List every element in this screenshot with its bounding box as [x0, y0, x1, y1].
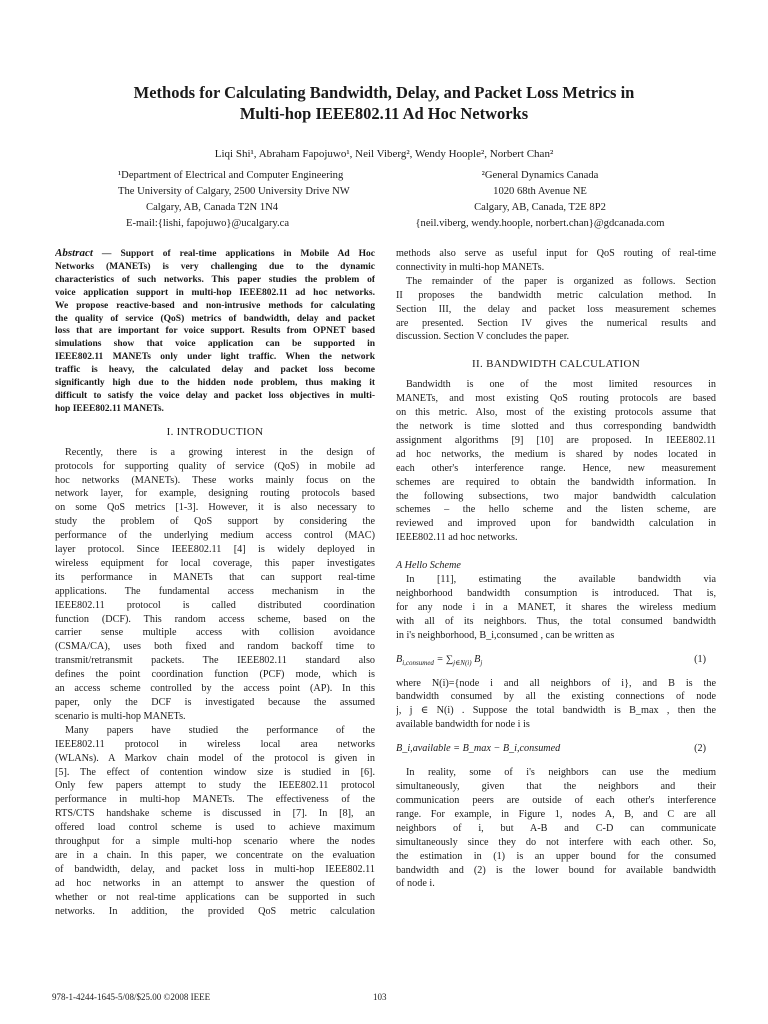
- text-line: difficult to satisfy the voice delay and packet loss objectives in multi-: [55, 390, 375, 401]
- text-line: carrier sense multiple access with collision avoidance: [55, 627, 375, 639]
- text-line: range. For example, in Figure 1, nodes A, B, and C are all: [396, 808, 716, 820]
- text-line: simultaneously, given that the neighbors and their: [396, 781, 716, 793]
- text-line: bandwidth consumed by all the existing connections of node: [396, 691, 716, 703]
- equation-2-expression: B_i,available = B_max − B_i,consumed: [396, 743, 561, 755]
- text-line: IEEE802.11 ad hoc networks.: [396, 532, 518, 544]
- text-line: layer protocol. Since IEEE802.11 [4] is widely deployed in: [55, 544, 375, 556]
- text-line: Bandwidth is one of the most limited resources in: [406, 379, 716, 391]
- affiliation-right: [370, 168, 710, 232]
- text-line: available bandwidth for node i is: [396, 719, 530, 731]
- bandwidth-paragraph: [396, 378, 716, 545]
- eq1-sum-sub: j∈N(i): [453, 658, 472, 667]
- text-line: Many papers have studied the performance of the: [65, 724, 375, 736]
- text-line: the network is time slotted and thus corresponding bandwidth: [396, 420, 716, 432]
- affil-line: The University of Calgary, 2500 University Drive NW: [118, 186, 350, 197]
- reality-paragraph: [396, 766, 716, 891]
- page-number: 103: [373, 992, 387, 1002]
- eq1-lhs-sub: i,consumed: [402, 658, 434, 667]
- abstract-first-line: [55, 247, 375, 261]
- text-line: the estimation in (1) is an upper bound for the consumed: [396, 850, 716, 862]
- text-line: on this metric. Also, most of the existing protocols assume that: [396, 407, 716, 419]
- text-line: applications. The fundamental access mechanism in the: [55, 585, 375, 597]
- title-line-1: Methods for Calculating Bandwidth, Delay, and Packet Loss Metrics in: [133, 83, 635, 102]
- text-line: We propose reactive-based and non-intrusive methods for calculating: [55, 300, 375, 311]
- author-list: Liqi Shi¹, Abraham Fapojuwo¹, Neil Viberg², Wendy Hoople², Norbert Chan²: [214, 148, 554, 160]
- text-line: scenario is multi-hop MANETs.: [55, 710, 186, 722]
- text-line: are presented. Section IV gives the numerical results and: [396, 317, 716, 329]
- text-line: protocols for supporting quality of service (QoS) in mobile ad: [55, 460, 375, 472]
- text-line: reviewed and improved upon for bandwidth calculation in: [396, 518, 716, 530]
- abstract: [55, 247, 375, 416]
- text-line: IEEE802.11 protocol is called distributed coordination: [55, 599, 375, 611]
- equation-1-expression: [396, 653, 482, 671]
- text-line: paper, only the DCF is investigated because the assumed: [55, 697, 375, 708]
- text-line: communication peers are outside of each other's interference: [396, 795, 716, 806]
- text-line: of node i.: [396, 878, 435, 890]
- text-line: its performance in MANETs that can support real-time: [55, 571, 375, 583]
- text-line: Only few papers attempt to study the IEEE802.11 protocol: [55, 780, 375, 792]
- text-line: The remainder of the paper is organized as follows. Section: [406, 275, 716, 287]
- affil-line: Calgary, AB, Canada, T2E 8P2: [474, 202, 606, 213]
- text-line: [5]. The effect of contention window size is studied in [6].: [55, 766, 375, 778]
- equation-2-number: (2): [694, 743, 706, 755]
- text-line: with all of its neighbors. Thus, the total consumed bandwidth: [396, 615, 716, 627]
- text-line: methods also serve as useful input for QoS routing of real-time: [396, 248, 716, 259]
- text-line: hoc networks (MANETs). These works mainly focus on the: [55, 474, 375, 486]
- affil-line: E-mail:{lishi, fapojuwo}@ucalgary.ca: [126, 218, 290, 229]
- text-line: an access scheme controlled by the access point (AP). In this: [55, 683, 375, 695]
- eq1-rhs-sub: j: [480, 658, 483, 667]
- paper-title: [30, 82, 738, 124]
- text-line: simultaneously since they do not interfere with each other. So,: [396, 836, 716, 848]
- text-line: schemes – the hello scheme and the listen scheme, are: [396, 504, 716, 516]
- text-line: In [11], estimating the available bandwidth via: [406, 574, 716, 586]
- affil-line: ²General Dynamics Canada: [481, 170, 599, 181]
- text-line: II proposes the bandwidth metric calculation method. In: [396, 289, 716, 301]
- section-heading-introduction: I. INTRODUCTION: [166, 425, 264, 438]
- affil-line: {neil.viberg, wendy.hoople, norbert.chan}@gdcanada.com: [415, 218, 665, 229]
- affil-line: 1020 68th Avenue NE: [493, 186, 587, 197]
- text-line: neighborhood bandwidth consumption is introduced. That is,: [396, 587, 716, 599]
- footer-copyright: 978-1-4244-1645-5/08/$25.00 ©2008 IEEE: [52, 992, 211, 1002]
- text-line: performance in multi-hop MANETs. The effectiveness of the: [55, 794, 375, 806]
- text-line: traffic is heavy, the calculated delay and packet loss become: [55, 365, 375, 376]
- text-line: voice application support in multi-hop IEEE802.11 ad hoc networks.: [55, 287, 375, 298]
- left-column: [55, 247, 375, 919]
- text-line: networks. In addition, the provided QoS metric calculation: [55, 905, 375, 917]
- text-line: throughput for a simple multi-hop scenario where the nodes: [55, 836, 375, 848]
- text-line: each other's interference range. Hence, new measurement: [396, 462, 716, 474]
- text-line: assignment algorithms [9] [10] are proposed. In IEEE802.11: [396, 434, 716, 446]
- text-line: RTS/CTS handshake scheme is discussed in [7]. In [8], an: [55, 808, 375, 820]
- text-line: for any node i in a MANET, it shares the wireless medium: [396, 601, 716, 613]
- continued-paragraph: [396, 247, 716, 275]
- text-line: offered load control scheme is used to achieve maximum: [55, 822, 375, 834]
- affil-line: Calgary, AB, Canada T2N 1N4: [146, 202, 279, 213]
- text-line: discussion. Section V concludes the paper.: [396, 331, 570, 343]
- text-line: bandwidth and (2) is the lower bound for available bandwidth: [396, 864, 716, 876]
- text-line: on some QoS metrics [1-3]. However, it is also necessary to: [55, 502, 375, 514]
- text-line: network layer, for example, designing routing protocols based: [55, 488, 375, 500]
- intro-paragraph-2: [55, 724, 375, 919]
- equation-1: [396, 647, 716, 673]
- text-line: Section III, the delay and packet loss measurement schemes: [396, 303, 716, 315]
- where-paragraph: [396, 677, 716, 733]
- text-line: function (DCF). This random access scheme, based on the: [55, 613, 375, 625]
- subsection-hello-scheme: A Hello Scheme: [396, 560, 461, 572]
- abstract-body: [55, 261, 375, 416]
- text-line: neighbors of i, but A-B and C-D can communicate: [396, 822, 716, 834]
- text-line: the following subsections, two major bandwidth calculation: [396, 490, 716, 502]
- text-line: schemes are required to obtain the bandwidth information. In: [396, 476, 716, 488]
- text-line: connectivity in multi-hop MANETs.: [396, 261, 545, 273]
- abstract-label: Abstract: [55, 247, 93, 259]
- text-line: significantly high due to the hidden node problem, thus making it: [55, 378, 375, 389]
- eq1-lhs: B: [396, 653, 403, 665]
- text-line: simulations show that voice application can be supported in: [55, 339, 375, 350]
- text-line: IEEE802.11 MANETs only under light traffic. When the network: [55, 352, 375, 363]
- affiliation-left: [118, 168, 350, 232]
- equation-2: [396, 736, 716, 762]
- hello-paragraph: [396, 573, 716, 643]
- text-line: study the problem of QoS support by considering the: [55, 516, 375, 528]
- text-line: j, j ∈ N(i) . Suppose the total bandwidth is B_max , then the: [396, 705, 716, 717]
- text-line: hop IEEE802.11 MANETs.: [55, 403, 164, 414]
- organization-paragraph: [396, 275, 716, 345]
- abstract-dash: —: [92, 249, 121, 259]
- text-line: performance of the underlying medium access control (MAC): [55, 530, 375, 542]
- eq1-rhs: B: [471, 653, 481, 665]
- text-line: loss that are important for voice support. Results from OPNET based: [55, 326, 375, 337]
- section-heading-bandwidth: II. BANDWIDTH CALCULATION: [472, 358, 640, 371]
- abstract-text: Support of real-time applications in Mobile Ad Hoc: [120, 249, 375, 259]
- eq1-sum: = ∑: [433, 653, 454, 665]
- text-line: IEEE802.11 protocol in wireless local area networks: [55, 738, 375, 750]
- text-line: (WLANs). A Markov chain model of the protocol is given in: [55, 752, 375, 764]
- text-line: Recently, there is a growing interest in the design of: [65, 446, 375, 458]
- text-line: MANETs, and most existing QoS routing protocols are based: [396, 393, 716, 405]
- right-column: [396, 247, 716, 891]
- text-line: Networks (MANETs) is very challenging due to the dynamic: [55, 261, 375, 272]
- text-line: transmit/retransmit packets. The IEEE802.11 standard also: [55, 655, 375, 667]
- text-line: the quality of service (QoS) metrics of bandwidth, delay and packet: [55, 313, 375, 324]
- text-line: In reality, some of i's neighbors can use the medium: [406, 767, 716, 779]
- text-line: (CSMA/CA), uses both fixed and random backoff time to: [55, 641, 375, 653]
- title-line-2: Multi-hop IEEE802.11 Ad Hoc Networks: [239, 104, 529, 123]
- text-line: defines the point coordination function (PCF) mode, which is: [55, 669, 375, 681]
- text-line: in i's neighborhood, B_i,consumed , can be written as: [396, 629, 615, 641]
- text-line: of bandwidth, delay, and packet loss in multi-hop IEEE802.11: [55, 863, 375, 875]
- text-line: are in a chain. In this paper, we concentrate on the evaluation: [55, 849, 375, 861]
- text-line: ad hoc networks in an attempt to answer the question of: [55, 877, 375, 889]
- affil-line: ¹Department of Electrical and Computer Engineering: [118, 170, 344, 181]
- text-line: wireless equipment for local coverage, this paper investigates: [55, 557, 375, 569]
- equation-1-number: (1): [694, 653, 706, 665]
- text-line: where N(i)={node i and all neighbors of i}, and B is the: [396, 677, 716, 689]
- text-line: whether or not real-time applications can be supported in such: [55, 891, 375, 903]
- intro-paragraph-1: [55, 446, 375, 724]
- text-line: characteristics of such networks. This paper studies the problem of: [55, 274, 375, 285]
- text-line: ad hoc networks, the medium is shared by nodes located in: [396, 448, 716, 460]
